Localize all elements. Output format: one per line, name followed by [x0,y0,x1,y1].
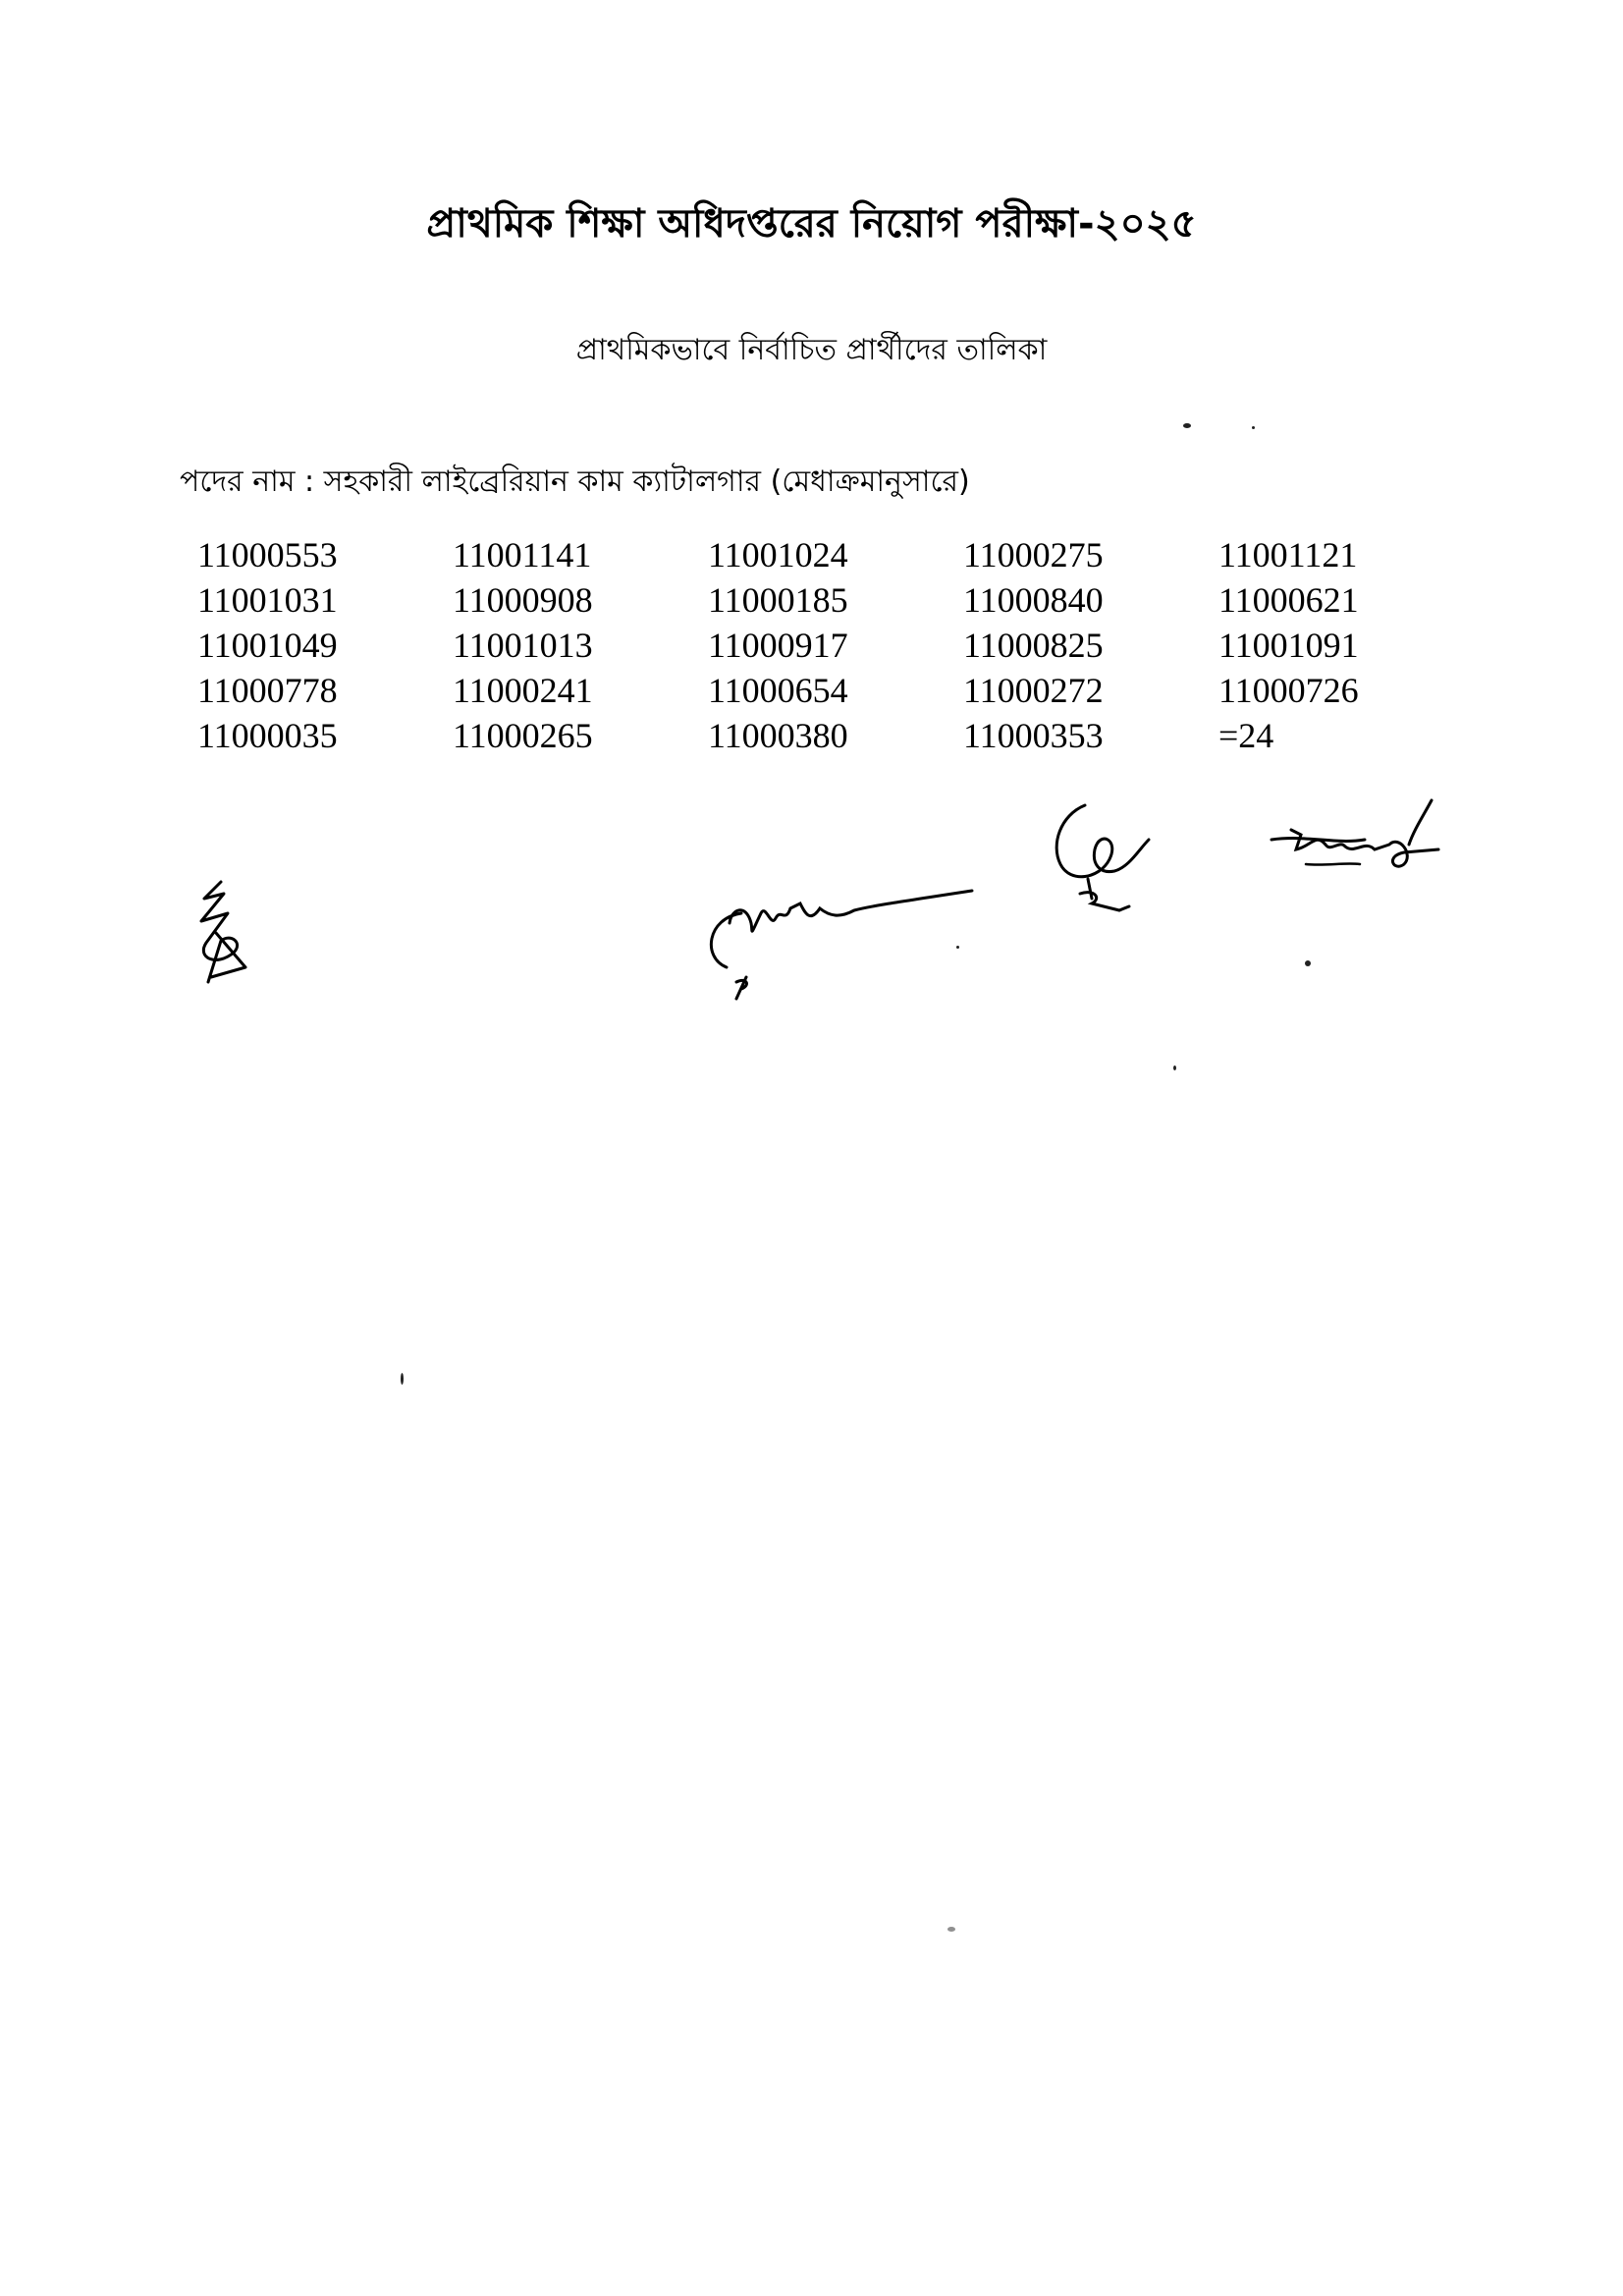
total-count: =24 [1218,716,1274,755]
roll-number: 11000825 [963,626,1104,665]
roll-number: 11000272 [963,671,1104,710]
roll-number: 11000035 [197,716,338,755]
post-name-line: পদের নাম : সহকারী লাইব্রেরিয়ান কাম ক্যাটালগার (মেধাক্রমানুসারে) [180,465,970,499]
roll-number: 11001049 [197,626,338,665]
roll-number: 11001024 [708,535,848,574]
roll-number: 11001091 [1218,626,1359,665]
roll-number: 11000241 [453,671,593,710]
roll-number: 11001031 [197,580,338,620]
roll-number: 11000917 [708,626,848,665]
roll-number: 11000654 [708,671,848,710]
roll-number: 11000265 [453,716,593,755]
signature-middle [692,879,987,1002]
roll-number: 11000185 [708,580,848,620]
signature-right [1267,795,1453,884]
roll-number-grid [197,532,1474,758]
roll-number: 11000380 [708,716,848,755]
roll-number: 11000778 [197,671,338,710]
roll-number: 11000840 [963,580,1104,620]
roll-number: 11001121 [1218,535,1358,574]
roll-number: 11001013 [453,626,593,665]
signature-left [187,874,275,992]
roll-number: 11001141 [453,535,592,574]
page-title: প্রাথমিক শিক্ষা অধিদপ্তরের নিয়োগ পরীক্ষা-২০২৫ [426,201,1197,246]
roll-number: 11000553 [197,535,338,574]
roll-number: 11000353 [963,716,1104,755]
page-subtitle: প্রাথমিকভাবে নির্বাচিত প্রার্থীদের তালিকা [575,333,1048,367]
roll-number: 11000621 [1218,580,1359,620]
roll-number: 11000908 [453,580,593,620]
roll-number: 11000726 [1218,671,1359,710]
roll-number: 11000275 [963,535,1104,574]
signature-upper-right [1041,800,1159,918]
